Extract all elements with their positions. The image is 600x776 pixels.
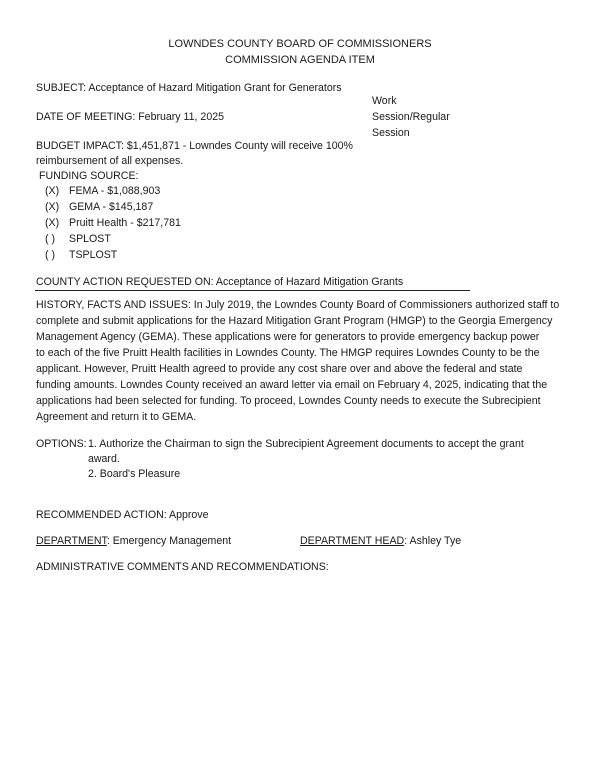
- administrative-comments: ADMINISTRATIVE COMMENTS AND RECOMMENDATIONS:: [36, 561, 329, 573]
- funding-checkbox-mark: (X): [45, 201, 60, 213]
- funding-checkbox-mark: (X): [45, 185, 60, 197]
- department-head-value: : Ashley Tye: [404, 535, 462, 547]
- options-label: OPTIONS:: [36, 438, 87, 450]
- funding-checkbox-mark: ( ): [45, 249, 55, 261]
- session-type-line-2: Session/Regular: [372, 111, 450, 123]
- department-value: : Emergency Management: [106, 535, 232, 547]
- history-line: to each of the five Pruitt Health facilities in Lowndes County. The HMGP requires Lowndes County to be the: [36, 347, 540, 359]
- history-line: Management Agency (GEMA). These applications were for generators to provide emergency backup power: [36, 331, 540, 343]
- department: [36, 534, 231, 550]
- funding-source-label: TSPLOST: [69, 249, 118, 261]
- county-action-requested: COUNTY ACTION REQUESTED ON: Acceptance of Hazard Mitigation Grants: [36, 276, 404, 288]
- history-line: complete and submit applications for the Hazard Mitigation Grant Program (HMGP) to the Georgia Emergency: [36, 315, 553, 327]
- session-type-line-1: Work: [372, 95, 397, 107]
- history-line: applicant. However, Pruitt Health agreed to provide any cost share over and above the federal and state: [36, 363, 523, 375]
- funding-source-label: GEMA - $145,187: [69, 201, 154, 213]
- option-item: 1. Authorize the Chairman to sign the Subrecipient Agreement documents to accept the grant: [88, 438, 524, 450]
- option-item: 2. Board's Pleasure: [88, 468, 181, 480]
- history-line: Agreement and return it to GEMA.: [36, 411, 197, 423]
- history-line: funding amounts. Lowndes County received an award letter via email on February 4, 2025, indicating that the: [36, 379, 548, 391]
- section-divider: [35, 290, 470, 291]
- agenda-item-title: COMMISSION AGENDA ITEM: [225, 54, 375, 66]
- recommended-action: RECOMMENDED ACTION: Approve: [36, 509, 209, 521]
- budget-impact-line-1: BUDGET IMPACT: $1,451,871 - Lowndes County will receive 100%: [36, 140, 353, 152]
- option-item-continued: award.: [88, 453, 120, 465]
- funding-checkbox-mark: (X): [45, 217, 60, 229]
- department-label: DEPARTMENT: [36, 535, 107, 547]
- history-line: applications had been selected for funding. To proceed, Lowndes County needs to execute the Subrecipient: [36, 395, 541, 407]
- department-head-label: DEPARTMENT HEAD: [300, 535, 405, 547]
- funding-source-item: [45, 216, 181, 232]
- funding-source-item: [45, 232, 111, 248]
- funding-source-label: SPLOST: [69, 233, 111, 245]
- funding-source-label: FUNDING SOURCE:: [39, 170, 139, 182]
- subject-line: SUBJECT: Acceptance of Hazard Mitigation Grant for Generators: [36, 82, 342, 94]
- department-head: [300, 534, 461, 550]
- funding-checkbox-mark: ( ): [45, 233, 55, 245]
- date-of-meeting: DATE OF MEETING: February 11, 2025: [36, 111, 224, 123]
- funding-source-item: [45, 184, 160, 200]
- funding-source-item: [45, 248, 117, 264]
- funding-source-label: Pruitt Health - $217,781: [69, 217, 181, 229]
- funding-source-item: [45, 200, 153, 216]
- board-title: LOWNDES COUNTY BOARD OF COMMISSIONERS: [168, 38, 432, 50]
- budget-impact-line-2: reimbursement of all expenses.: [36, 155, 184, 167]
- session-type-line-3: Session: [372, 127, 410, 139]
- history-line: HISTORY, FACTS AND ISSUES: In July 2019, the Lowndes County Board of Commissioners authorized staff to: [36, 299, 560, 311]
- funding-source-label: FEMA - $1,088,903: [69, 185, 161, 197]
